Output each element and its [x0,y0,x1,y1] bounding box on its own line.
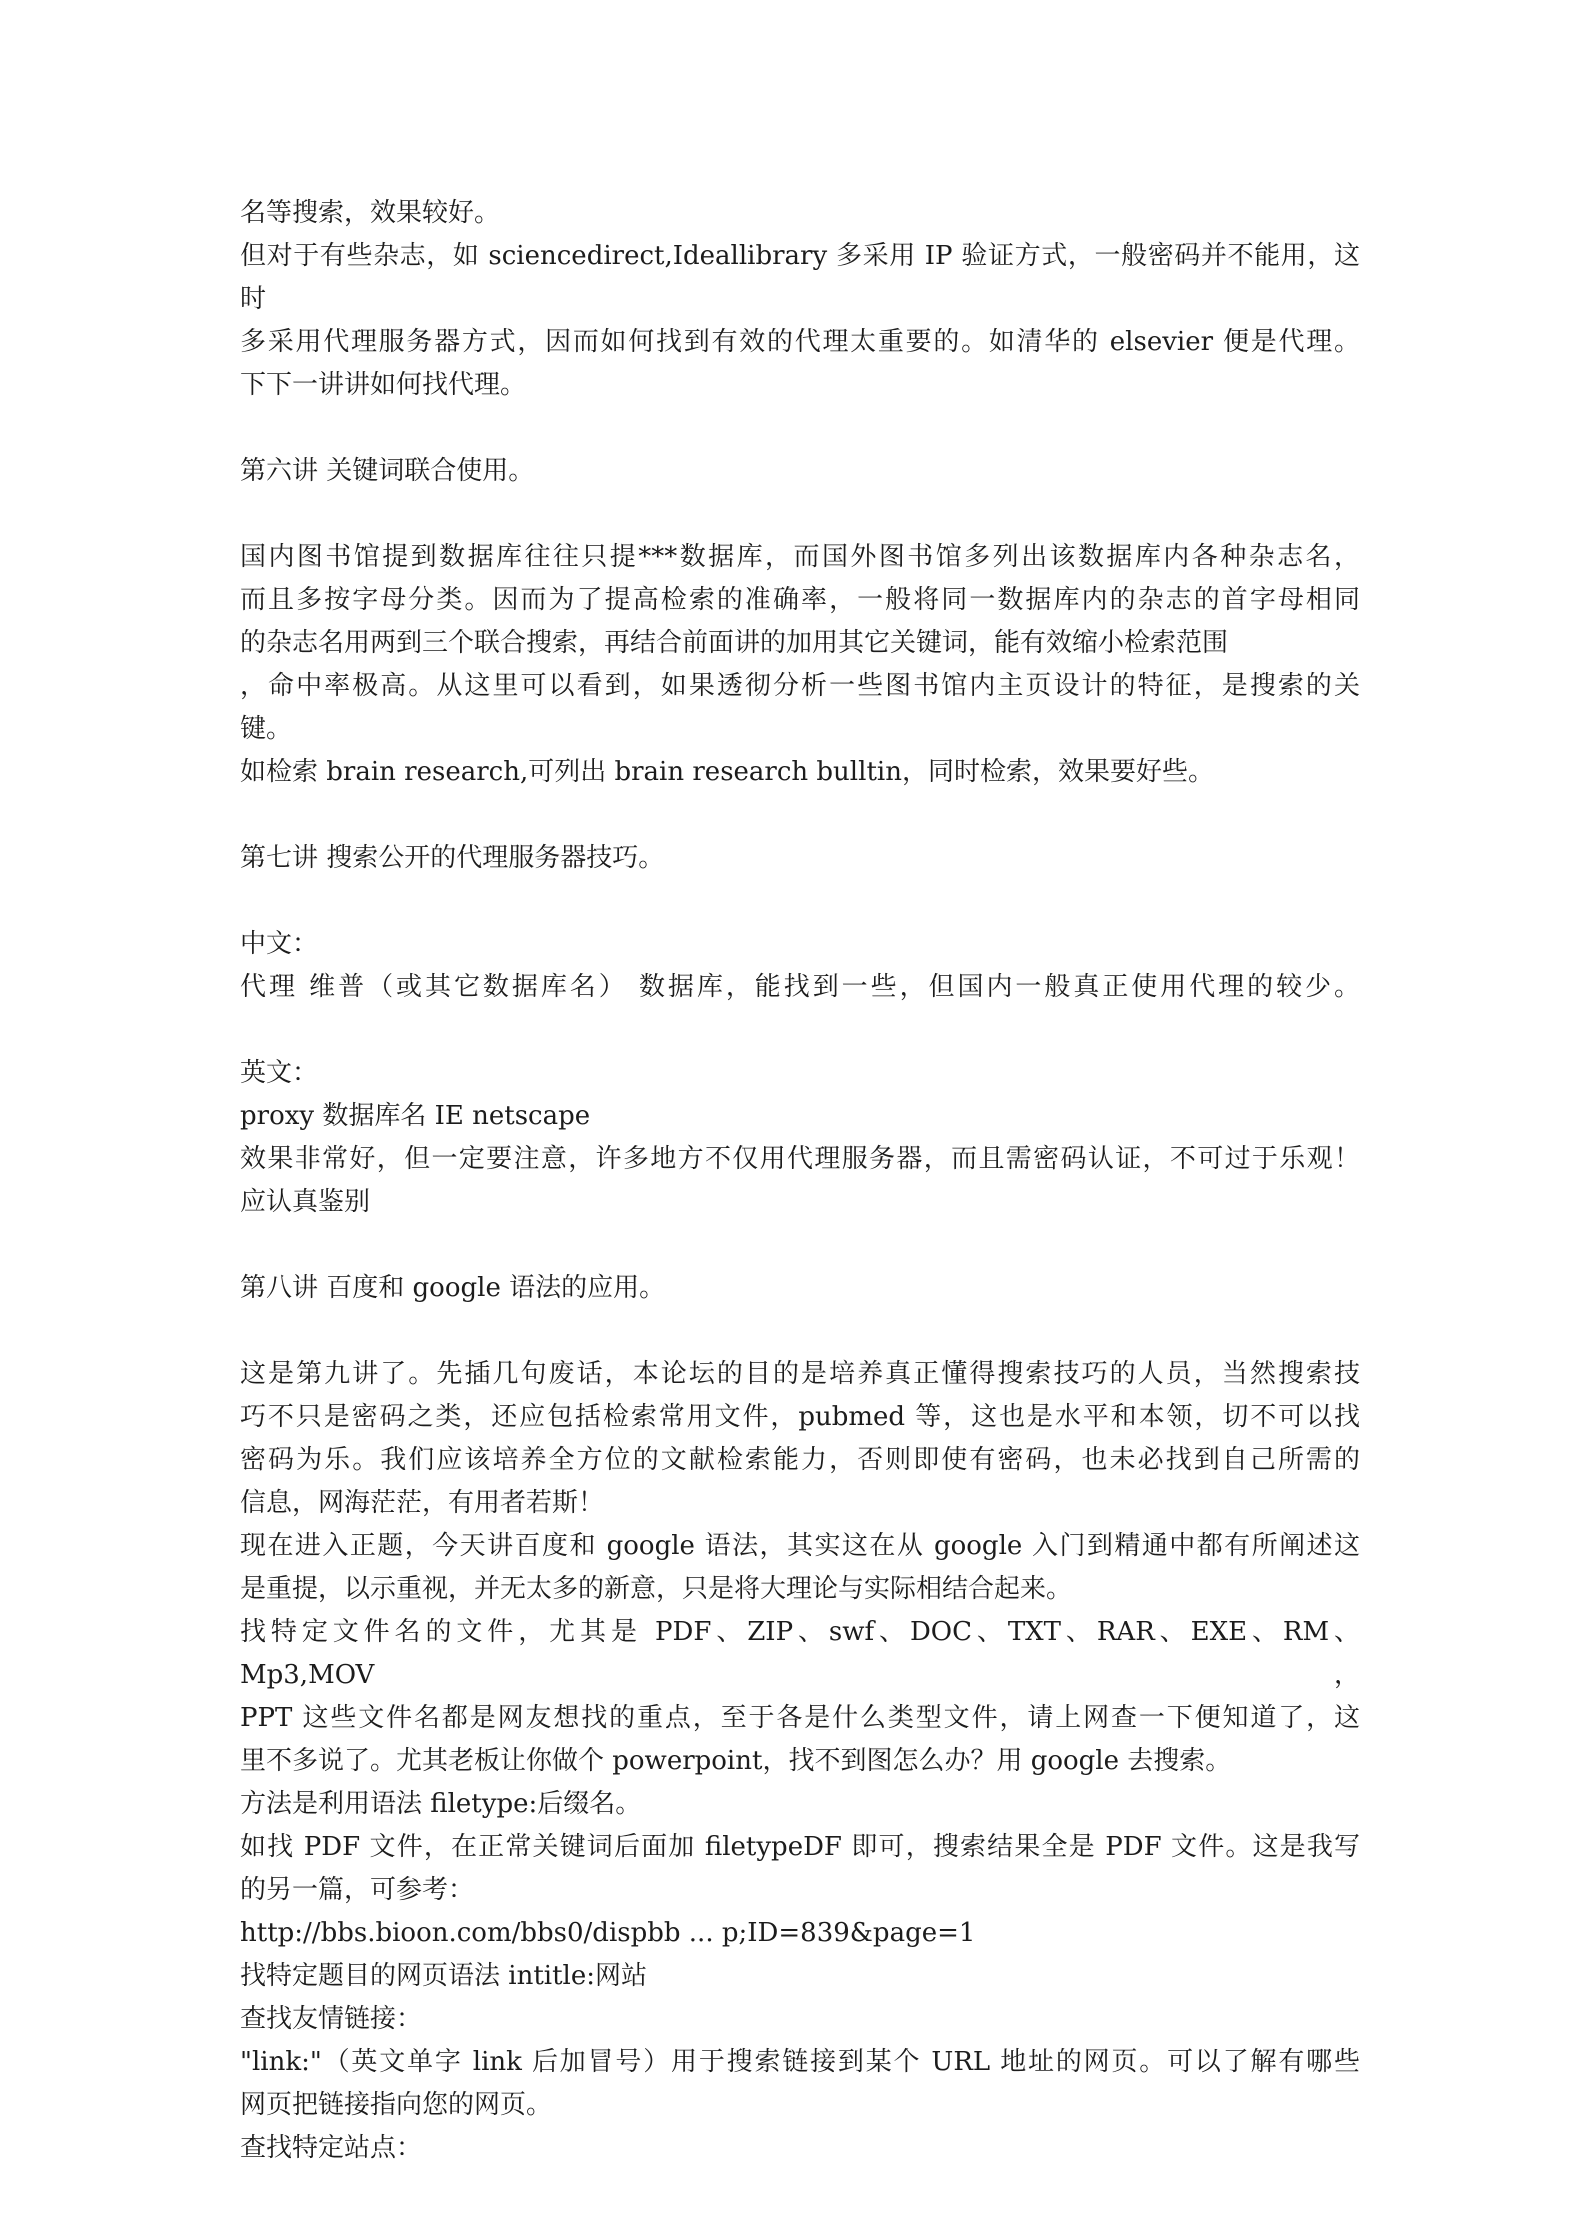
text-line: 如检索 brain research,可列出 brain research bulltin，同时检索，效果要好些。 [240,757,1214,787]
blank-line [240,1310,1360,1353]
text-line: 国内图书馆提到数据库往往只提***数据库，而国外图书馆多列出该数据库内各种杂志名， [240,542,1360,572]
text-line: 键。 [240,714,293,744]
blank-line [240,1224,1360,1267]
text-line: 信息，网海茫茫，有用者若斯！ [240,1488,605,1518]
text-line: 下下一讲讲如何找代理。 [240,370,527,400]
text-line: 应认真鉴别 [240,1187,371,1217]
text-line: ，命中率极高。从这里可以看到，如果透彻分析一些图书馆内主页设计的特征，是搜索的关 [240,671,1360,701]
text-line: 巧不只是密码之类，还应包括检索常用文件，pubmed 等，这也是水平和本领，切不可以找 [240,1402,1360,1432]
blank-line [240,1009,1360,1052]
text-line: 中文： [240,929,319,959]
blank-line [240,794,1360,837]
text-line: 而且多按字母分类。因而为了提高检索的准确率，一般将同一数据库内的杂志的首字母相同 [240,585,1360,615]
text-line: 第六讲 关键词联合使用。 [240,456,535,486]
document-body [240,192,1360,2170]
text-line: 密码为乐。我们应该培养全方位的文献检索能力，否则即使有密码，也未必找到自己所需的 [240,1445,1360,1475]
text-line: 找特定题目的网页语法 intitle:网站 [240,1961,647,1991]
text-line: 找特定文件名的文件，尤其是 PDF、ZIP、swf、DOC、TXT、RAR、EXE、RM、Mp3,MOV， [240,1617,1360,1690]
text-line: 名等搜索，效果较好。 [240,198,501,228]
text-line: 里不多说了。尤其老板让你做个 powerpoint，找不到图怎么办？用 google 去搜索。 [240,1746,1232,1776]
text-line: 现在进入正题，今天讲百度和 google 语法，其实这在从 google 入门到精通中都有所阐述这 [240,1531,1360,1561]
text-line: 如找 PDF 文件，在正常关键词后面加 filetypeDF 即可，搜索结果全是 PDF 文件。这是我写 [240,1832,1360,1862]
text-line: 第八讲 百度和 google 语法的应用。 [240,1273,666,1303]
text-line: 但对于有些杂志，如 sciencedirect,Ideallibrary 多采用 IP 验证方式，一般密码并不能用，这时 [240,241,1360,314]
text-line: 的另一篇，可参考： [240,1875,475,1905]
text-line: PPT 这些文件名都是网友想找的重点，至于各是什么类型文件，请上网查一下便知道了，这 [240,1703,1360,1733]
blank-line [240,493,1360,536]
text-line: "link:"（英文单字 link 后加冒号）用于搜索链接到某个 URL 地址的网页。可以了解有哪些 [240,2047,1360,2077]
blank-line [240,407,1360,450]
text-line: 第七讲 搜索公开的代理服务器技巧。 [240,843,665,873]
text-line: 查找友情链接： [240,2004,423,2034]
text-line: 代理 维普（或其它数据库名） 数据库，能找到一些，但国内一般真正使用代理的较少。 [240,972,1360,1002]
text-line: 网页把链接指向您的网页。 [240,2090,553,2120]
blank-line [240,880,1360,923]
text-line: 方法是利用语法 filetype:后缀名。 [240,1789,642,1819]
text-line: 查找特定站点： [240,2133,423,2163]
text-line: 效果非常好，但一定要注意，许多地方不仅用代理服务器，而且需密码认证，不可过于乐观！ [240,1144,1360,1174]
text-line: 英文： [240,1058,319,1088]
text-line: 是重提，以示重视，并无太多的新意，只是将大理论与实际相结合起来。 [240,1574,1073,1604]
text-line: 这是第九讲了。先插几句废话，本论坛的目的是培养真正懂得搜索技巧的人员，当然搜索技 [240,1359,1360,1389]
text-line: 的杂志名用两到三个联合搜索，再结合前面讲的加用其它关键词，能有效缩小检索范围 [240,628,1229,658]
text-line: proxy 数据库名 IE netscape [240,1101,591,1131]
text-line: 多采用代理服务器方式，因而如何找到有效的代理太重要的。如清华的 elsevier 便是代理。 [240,327,1360,357]
text-line: http://bbs.bioon.com/bbs0/dispbb ... p;ID=839&page=1 [240,1918,976,1948]
